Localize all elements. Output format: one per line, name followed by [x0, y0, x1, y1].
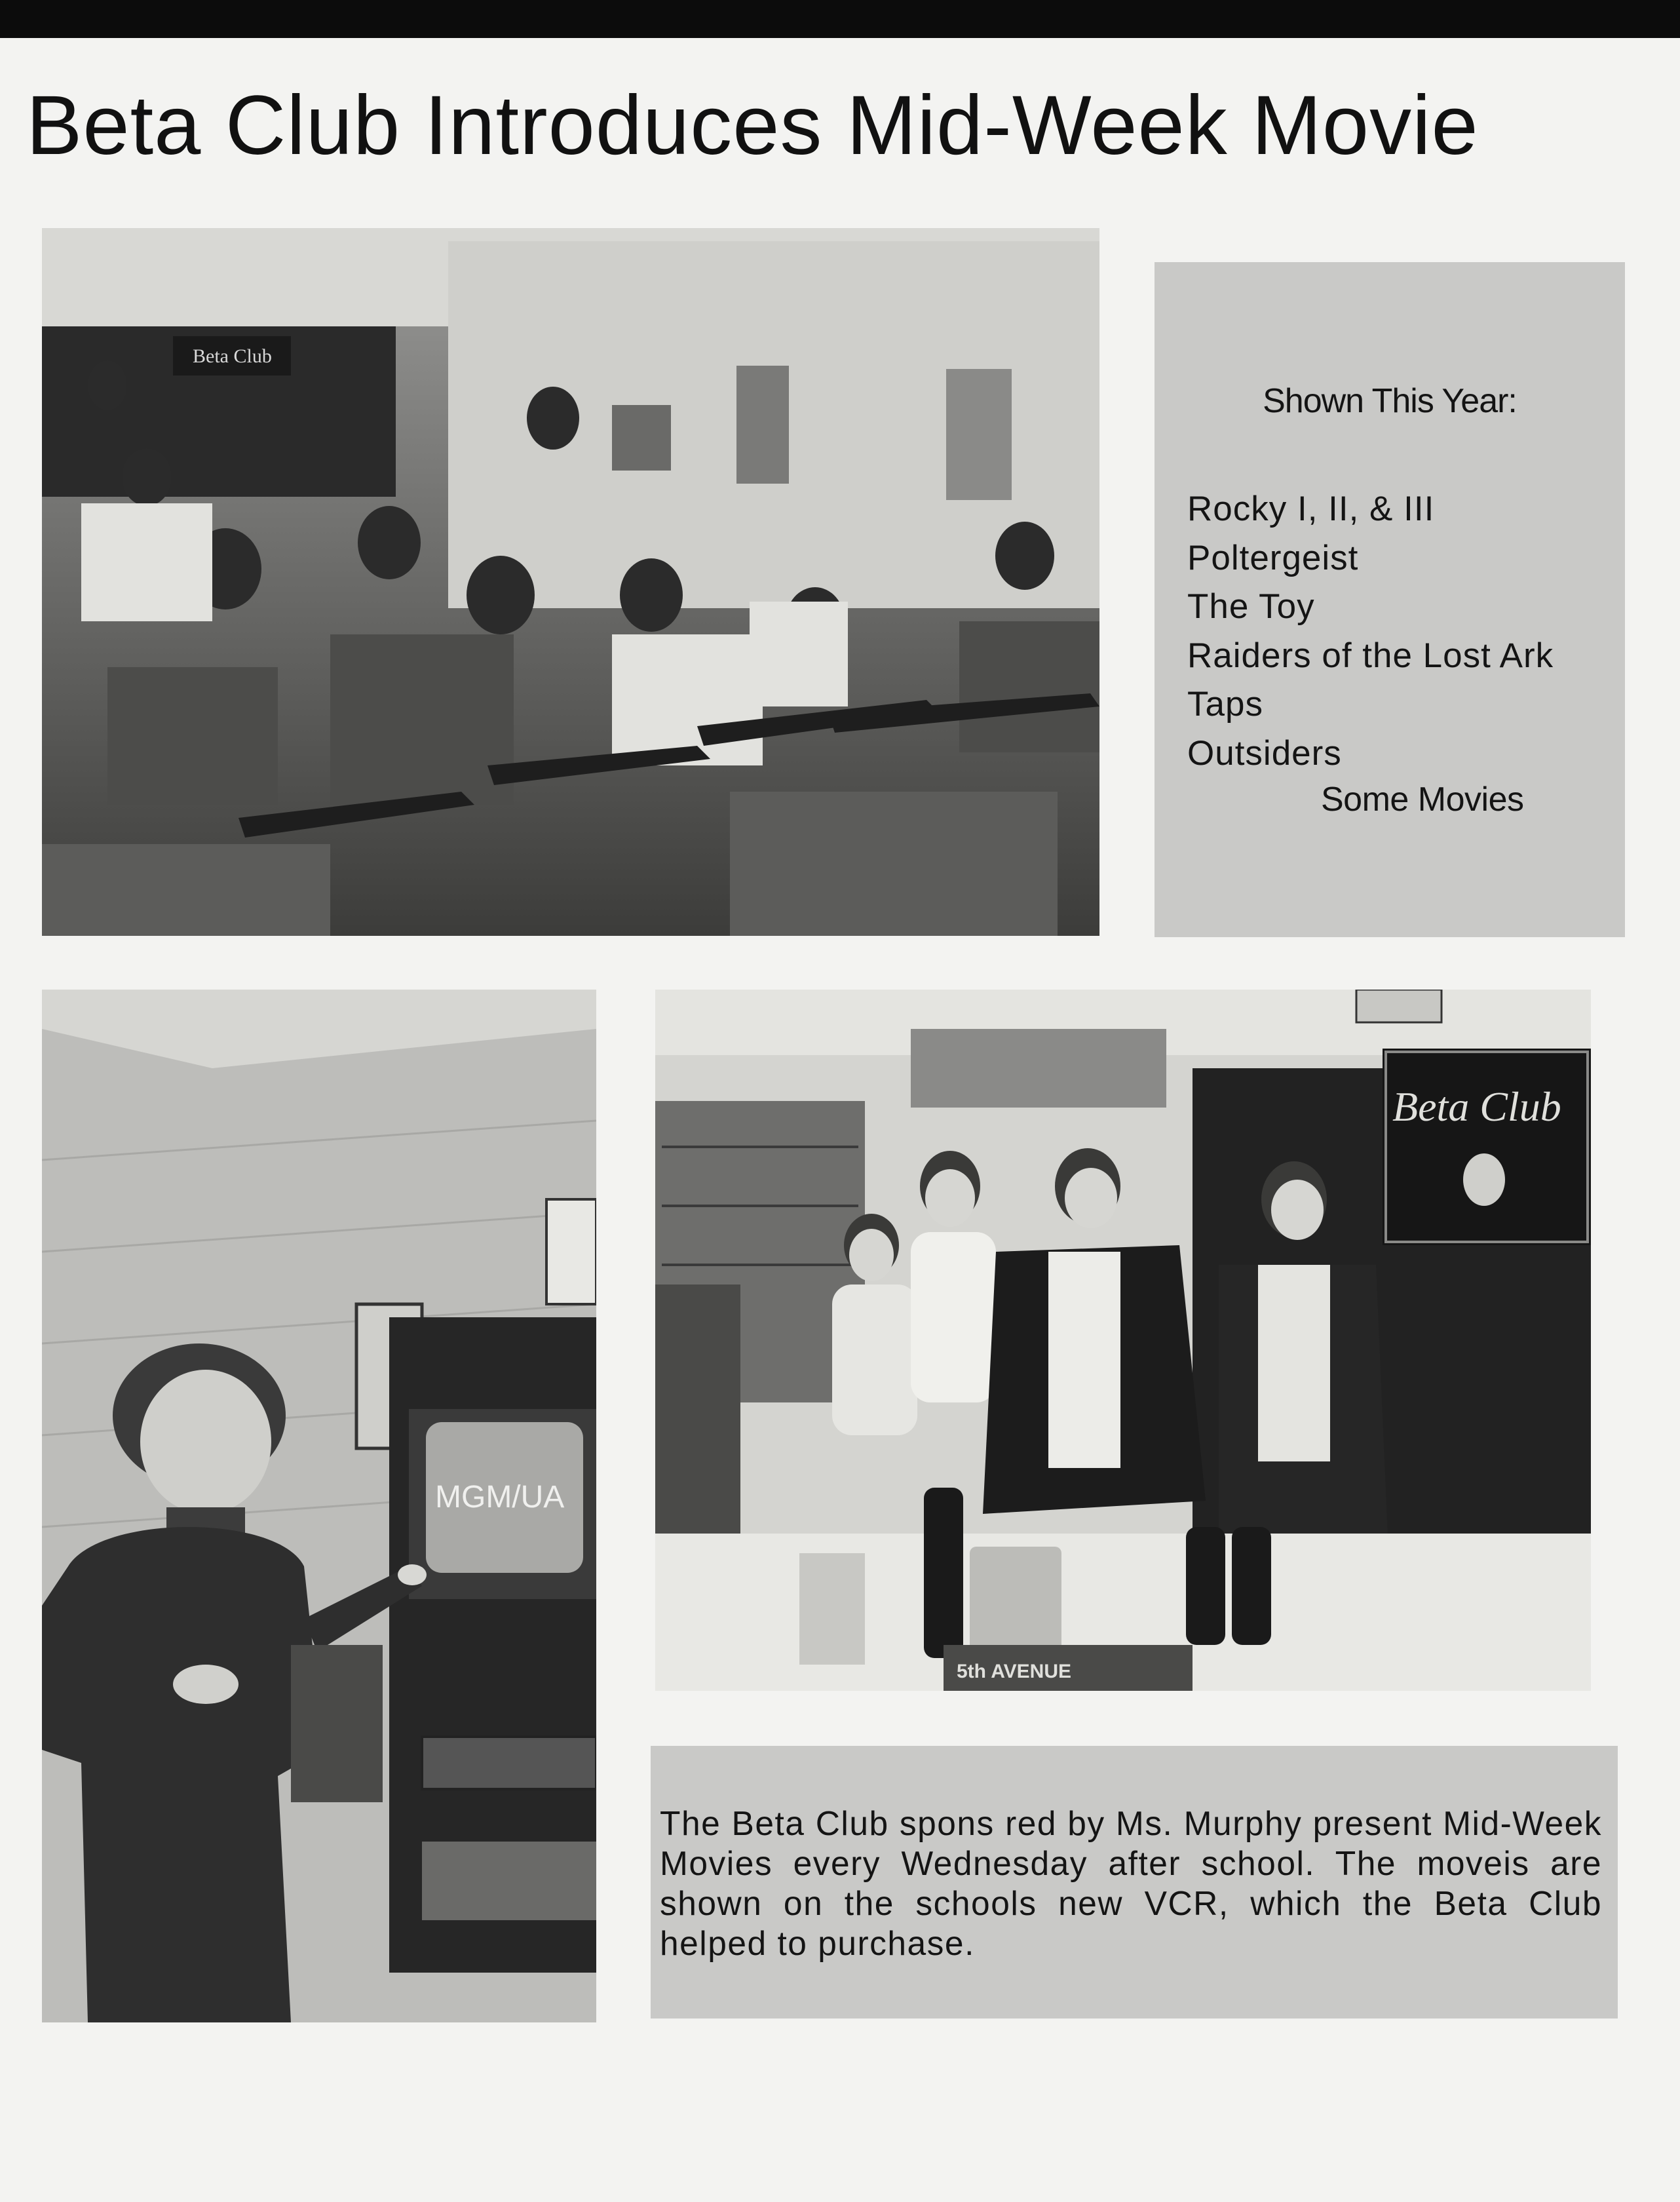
top-edge-bar	[0, 0, 1680, 38]
banner-text: Beta Club	[1392, 1083, 1561, 1130]
movie-list-item: Poltergeist	[1187, 538, 1359, 577]
club-members-photo	[655, 990, 1591, 1691]
movie-list-item: The Toy	[1187, 587, 1315, 626]
movies-shown-heading: Shown This Year:	[1263, 382, 1517, 420]
movie-list-item: Raiders of the Lost Ark	[1187, 636, 1554, 675]
page-headline: Beta Club Introduces Mid-Week Movie	[26, 79, 1479, 172]
movies-shown-panel	[1155, 262, 1625, 937]
candy-box-text: 5th AVENUE	[957, 1661, 1072, 1682]
movie-list-item: Rocky I, II, & III	[1187, 490, 1435, 528]
movie-list	[1187, 485, 1554, 778]
teacher-vcr-photo	[42, 990, 596, 2022]
classroom-movie-photo	[42, 228, 1099, 936]
tv-screen-text: MGM/UA	[435, 1480, 565, 1515]
pennant-text: Beta Club	[193, 345, 272, 367]
caption-panel	[651, 1746, 1618, 2018]
photo-caption: The Beta Club spons red by Ms. Murphy present Mid-Week Movies every Wednesday after school. The moveis are shown on the schools new VCR, which the Beta Club helped to purchase.	[660, 1804, 1602, 1962]
movie-list-item: Outsiders	[1187, 733, 1342, 773]
movie-list-item: Taps	[1187, 685, 1263, 724]
movies-list-footer: Some Movies	[1321, 781, 1524, 819]
